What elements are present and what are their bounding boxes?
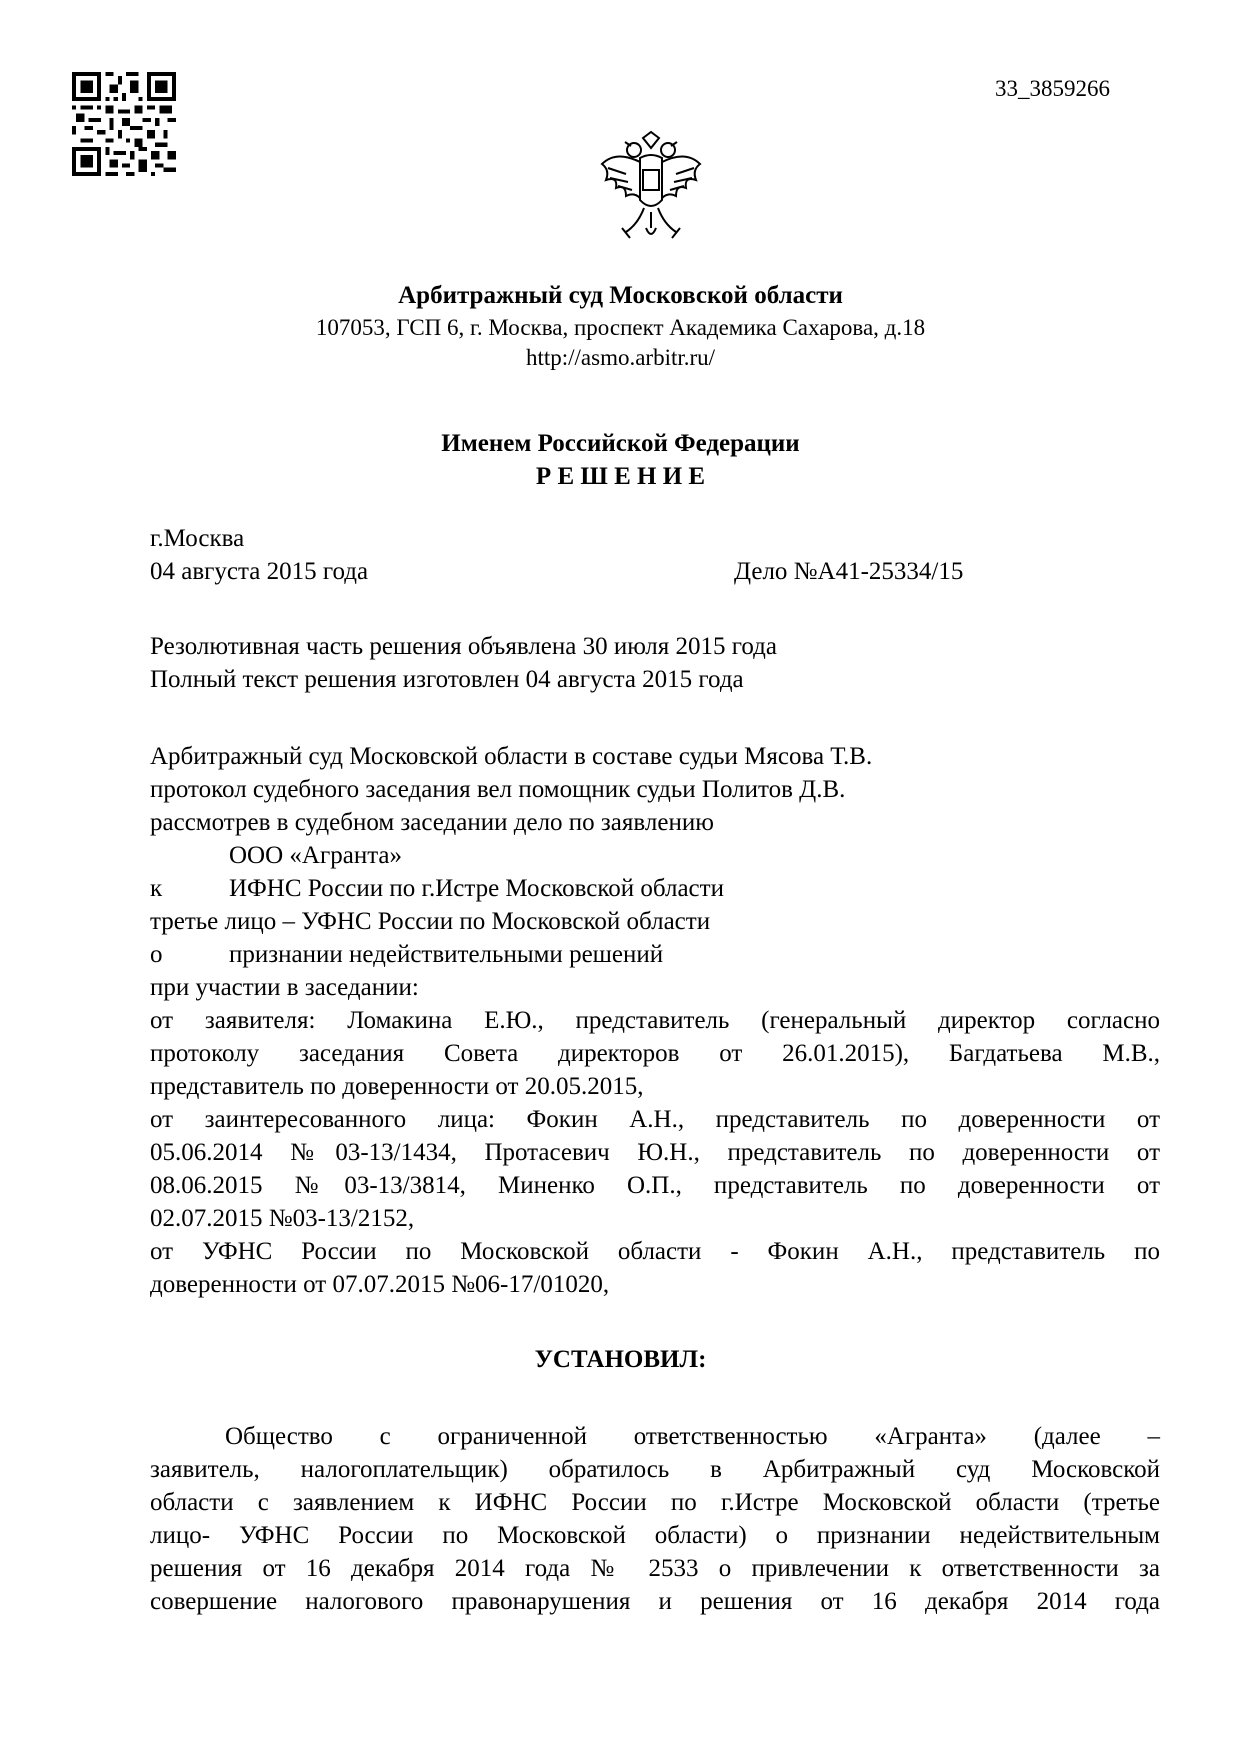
subject-row	[0, 938, 1241, 971]
k-label: к	[150, 875, 163, 902]
decision-date: 04 августа 2015 года	[150, 558, 369, 585]
protocol-line: протокол судебного заседания вел помощник судьи Политов Д.В.	[150, 776, 846, 803]
o-label: о	[150, 941, 163, 968]
heading-line1: Именем Российской Федерации	[441, 430, 800, 457]
resolution-line: Резолютивная часть решения объявлена 30 июля 2015 года	[150, 633, 778, 660]
participation-line: при участии в заседании:	[150, 974, 419, 1001]
attendance-line: 02.07.2015 №03-13/2152,	[150, 1205, 415, 1232]
body-line: решения от 16 декабря 2014 года № 2533 о привлечении к ответственности за	[150, 1555, 1160, 1582]
body-line: лицо- УФНС России по Московской области) о признании недействительным	[150, 1522, 1160, 1549]
attendance-line: от заявителя: Ломакина Е.Ю., представитель (генеральный директор согласно	[150, 1007, 1160, 1034]
body-line: заявитель, налогоплательщик) обратилось в Арбитражный суд Московской	[150, 1456, 1160, 1483]
heading-decision: Р Е Ш Е Н И Е	[535, 463, 706, 490]
case-number: Дело №А41-25334/15	[734, 558, 964, 585]
attendance-line: представитель по доверенности от 20.05.2015,	[150, 1073, 644, 1100]
third-party: третье лицо – УФНС России по Московской области	[150, 908, 711, 935]
court-composition: Арбитражный суд Московской области в составе судьи Мясова Т.В.	[150, 743, 873, 770]
qr-code	[72, 72, 176, 176]
subject: признании недействительными решений	[229, 941, 664, 968]
fulltext-line: Полный текст решения изготовлен 04 августа 2015 года	[150, 666, 744, 693]
court-address: 107053, ГСП 6, г. Москва, проспект Академика Сахарова, д.18	[315, 315, 926, 340]
respondent: ИФНС России по г.Истре Московской области	[229, 875, 724, 902]
coat-of-arms-emblem	[596, 128, 706, 248]
attendance-line: доверенности от 07.07.2015 №06-17/01020,	[150, 1271, 610, 1298]
court-name: Арбитражный суд Московской области	[398, 282, 843, 309]
city: г.Москва	[150, 525, 245, 552]
attendance-line: протоколу заседания Совета директоров от 26.01.2015), Багдатьева М.В.,	[150, 1040, 1160, 1067]
court-url: http://asmo.arbitr.ru/	[525, 345, 716, 370]
considered-line: рассмотрев в судебном заседании дело по заявлению	[150, 809, 714, 836]
applicant: ООО «Агранта»	[229, 842, 403, 869]
document-code: 33_3859266	[995, 76, 1110, 101]
respondent-row	[0, 872, 1241, 905]
body-line: Общество с ограниченной ответственностью «Агранта» (далее –	[225, 1423, 1160, 1450]
established-heading: УСТАНОВИЛ:	[534, 1346, 707, 1373]
attendance-line: 08.06.2015 №03-13/3814, Миненко О.П., представитель по доверенности от	[150, 1172, 1160, 1199]
body-line: области с заявлением к ИФНС России по г.Истре Московской области (третье	[150, 1489, 1160, 1516]
attendance-line: 05.06.2014 №03-13/1434, Протасевич Ю.Н., представитель по доверенности от	[150, 1139, 1160, 1166]
attendance-line: от УФНС России по Московской области - Фокин А.Н., представитель по	[150, 1238, 1160, 1265]
attendance-line: от заинтересованного лица: Фокин А.Н., представитель по доверенности от	[150, 1106, 1160, 1133]
body-line: совершение налогового правонарушения и решения от 16 декабря 2014 года	[150, 1588, 1160, 1615]
